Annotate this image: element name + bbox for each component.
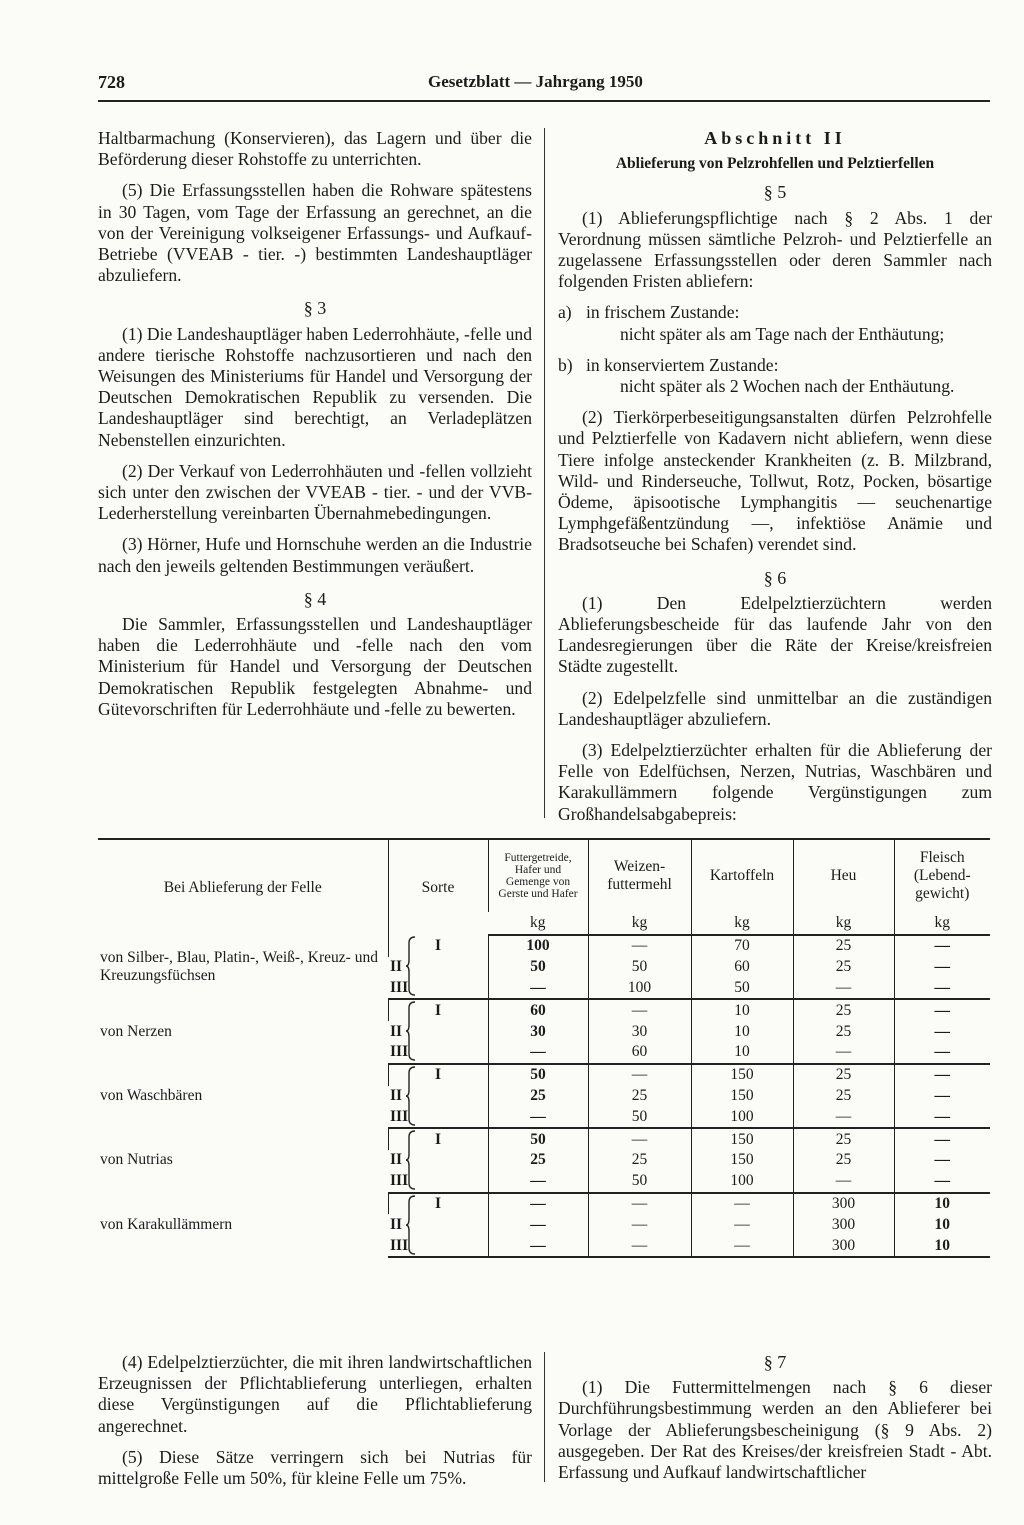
unit-label: kg bbox=[488, 912, 588, 935]
list-label: b) bbox=[558, 354, 573, 375]
sorte-value: III bbox=[390, 978, 409, 996]
list-text: in frischem Zustande: bbox=[586, 302, 740, 323]
value-cell-heu: — bbox=[793, 978, 894, 1000]
sorte-cell bbox=[388, 1150, 488, 1171]
list-subtext: nicht später als am Tage nach der Enthäutung; bbox=[620, 323, 945, 344]
value-cell-futter: — bbox=[488, 1171, 588, 1193]
value-cell-heu: 25 bbox=[793, 957, 894, 978]
column-divider bbox=[544, 1352, 545, 1482]
unit-label: kg bbox=[894, 912, 990, 935]
unit-label: kg bbox=[588, 912, 691, 935]
value-cell-fleisch: — bbox=[894, 1106, 990, 1128]
chapter-heading: Abschnitt II bbox=[704, 128, 846, 148]
sorte-cell bbox=[388, 1128, 488, 1150]
sorte-value: II bbox=[390, 1086, 403, 1104]
value-cell-heu: — bbox=[793, 1042, 894, 1064]
value-cell-weizen: — bbox=[588, 1128, 691, 1150]
sorte-value: I bbox=[434, 1130, 442, 1148]
value-cell-weizen: — bbox=[588, 1193, 691, 1215]
sorte-cell bbox=[388, 1106, 488, 1128]
paragraph: (3) Edelpelztierzüchter erhalten für die Ablieferung der Felle von Edelfüchsen, Nerzen, Nutrias, Waschbären und Karakullämmern folgende Vergünstigungen zum Großhandelsabgabepreis: bbox=[558, 740, 992, 824]
table-row bbox=[98, 935, 990, 957]
sorte-value: I bbox=[434, 1194, 442, 1212]
value-cell-weizen: — bbox=[588, 1214, 691, 1235]
value-cell-futter: — bbox=[488, 1042, 588, 1064]
value-cell-kartoffeln: 10 bbox=[691, 1021, 793, 1042]
value-cell-heu: 25 bbox=[793, 1150, 894, 1171]
section-heading: § 6 bbox=[763, 567, 787, 588]
value-cell-kartoffeln: 50 bbox=[691, 978, 793, 1000]
paragraph: Die Sammler, Erfassungsstellen und Landeshauptläger haben die Lederrohhäute und -felle nach den vom Ministerium für Handel und Versorgung der Deutschen Demokratischen Republik festgelegten Abnahme- und Gütevorschriften für Lederrohhäute und -felle zu bewerten. bbox=[98, 614, 532, 719]
value-cell-fleisch: — bbox=[894, 1086, 990, 1107]
value-cell-kartoffeln: 10 bbox=[691, 999, 793, 1021]
bottom-left-column bbox=[98, 1352, 532, 1499]
sorte-cell bbox=[388, 1064, 488, 1086]
value-cell-weizen: — bbox=[588, 935, 691, 957]
value-cell-kartoffeln: 150 bbox=[691, 1150, 793, 1171]
paragraph: (1) Die Landeshauptläger haben Lederrohhäute, -felle und andere tierische Rohstoffe nachzusortieren und nach den Weisungen des Ministeriums für Handel und Versorgung der Deutschen Demokratischen Republik zu versenden. Die Landeshauptläger sind berechtigt, an Verladeplätzen Nebenstellen einzurichten. bbox=[98, 323, 532, 450]
paragraph: (5) Die Erfassungsstellen haben die Rohware spätestens in 30 Tagen, vom Tage der Erfassung an gerechnet, an die von der Vereinigung volkseigener Erfassungs- und Aufkauf-Betriebe (VVEAB - tier. -) bestimmten Landeshauptläger abzuliefern. bbox=[98, 180, 532, 286]
header-fleisch: Fleisch (Lebend-gewicht) bbox=[894, 839, 990, 912]
value-cell-weizen: 50 bbox=[588, 957, 691, 978]
sorte-value: I bbox=[434, 1066, 442, 1084]
value-cell-futter: 25 bbox=[488, 1086, 588, 1107]
paragraph: (2) Edelpelzfelle sind unmittelbar an die zuständigen Landeshauptläger abzuliefern. bbox=[558, 687, 992, 729]
table-row bbox=[98, 1064, 990, 1086]
paragraph: (1) Ablieferungspflichtige nach § 2 Abs. 1 der Verordnung müssen sämtliche Pelzroh- und Pelztierfelle an zugelassene Erfassungsstellen oder deren Sammler nach folgenden Fristen abliefern: bbox=[558, 207, 992, 292]
sorte-cell bbox=[388, 957, 488, 978]
sorte-cell bbox=[388, 1086, 488, 1107]
sorte-cell bbox=[388, 1193, 488, 1215]
section-heading: § 3 bbox=[303, 298, 327, 319]
value-cell-kartoffeln: 150 bbox=[691, 1064, 793, 1086]
value-cell-weizen: 50 bbox=[588, 1171, 691, 1193]
value-cell-futter: 50 bbox=[488, 1128, 588, 1150]
value-cell-kartoffeln: 100 bbox=[691, 1106, 793, 1128]
value-cell-fleisch: — bbox=[894, 1042, 990, 1064]
sorte-value: III bbox=[390, 1236, 409, 1254]
value-cell-futter: 30 bbox=[488, 1021, 588, 1042]
unit-label: kg bbox=[691, 912, 793, 935]
value-cell-futter: — bbox=[488, 1235, 588, 1257]
sorte-value: II bbox=[390, 1215, 403, 1233]
value-cell-heu: 25 bbox=[793, 1128, 894, 1150]
value-cell-fleisch: — bbox=[894, 1064, 990, 1086]
sorte-value: II bbox=[390, 1022, 403, 1040]
value-cell-heu: 300 bbox=[793, 1235, 894, 1257]
sorte-cell bbox=[388, 1214, 488, 1235]
paragraph: (1) Den Edelpelztierzüchtern werden Ablieferungsbescheide für das laufende Jahr von den Landesregierungen über die Räte der Kreise/kreisfreien Städte zugestellt. bbox=[558, 592, 992, 677]
value-cell-futter: 50 bbox=[488, 957, 588, 978]
sorte-cell bbox=[388, 978, 488, 1000]
list-label: a) bbox=[558, 302, 572, 323]
table-row bbox=[98, 1193, 990, 1215]
value-cell-fleisch: 10 bbox=[894, 1235, 990, 1257]
header-felle: Bei Ablieferung der Felle bbox=[163, 878, 322, 896]
section-heading: § 7 bbox=[763, 1352, 787, 1372]
value-cell-fleisch: — bbox=[894, 1150, 990, 1171]
value-cell-weizen: 60 bbox=[588, 1042, 691, 1064]
header-weizenfuttermehl: Weizen-futtermehl bbox=[588, 839, 691, 912]
sorte-value: III bbox=[390, 1043, 409, 1061]
value-cell-futter: 25 bbox=[488, 1150, 588, 1171]
value-cell-heu: — bbox=[793, 1171, 894, 1193]
value-cell-heu: 25 bbox=[793, 1064, 894, 1086]
sorte-cell bbox=[388, 999, 488, 1021]
value-cell-weizen: 25 bbox=[588, 1150, 691, 1171]
value-cell-fleisch: — bbox=[894, 1128, 990, 1150]
value-cell-weizen: — bbox=[588, 1235, 691, 1257]
section-heading: § 5 bbox=[763, 182, 787, 203]
chapter-subtitle: Ablieferung von Pelzrohfellen und Pelztierfellen bbox=[615, 155, 935, 173]
allowance-table bbox=[98, 838, 990, 1258]
value-cell-fleisch: — bbox=[894, 1021, 990, 1042]
paragraph: (2) Tierkörperbeseitigungsanstalten dürfen Pelzrohfelle und Pelztierfelle von Kadavern nicht abliefern, wenn diese Tiere infolge ansteckender Krankheiten (z. B. Milzbrand, Wild- und Rinderseuche, Tollwut, Rotz, Pocken, bösartige Ödeme, äpisootische Lymphangitis — seuchenartige Lymphgefäßentzündung —, infektiöse Anämie und Bradsotseuche bei Schafen) verendet sind. bbox=[558, 407, 992, 555]
animal-group-label: von Nutrias bbox=[100, 1151, 173, 1169]
animal-group-label: von Silber-, Blau, Platin-, Weiß-, Kreuz- und Kreuzungsfüchsen bbox=[100, 949, 378, 985]
value-cell-fleisch: — bbox=[894, 957, 990, 978]
value-cell-heu: 25 bbox=[793, 999, 894, 1021]
header-futtergetreide: Futtergetreide, Hafer und Gemenge von Gerste und Hafer bbox=[488, 839, 588, 912]
value-cell-weizen: — bbox=[588, 999, 691, 1021]
page-number: 728 bbox=[98, 72, 125, 92]
column-divider bbox=[544, 128, 545, 818]
sorte-value: I bbox=[434, 1001, 442, 1019]
page-header bbox=[98, 70, 990, 102]
list-item bbox=[558, 355, 992, 376]
animal-group-label: von Nerzen bbox=[100, 1022, 172, 1040]
value-cell-weizen: 50 bbox=[588, 1106, 691, 1128]
value-cell-futter: — bbox=[488, 1193, 588, 1215]
sorte-cell bbox=[388, 1171, 488, 1193]
sorte-cell bbox=[388, 935, 488, 957]
header-heu: Heu bbox=[793, 839, 894, 912]
value-cell-kartoffeln: 150 bbox=[691, 1086, 793, 1107]
section-heading: § 4 bbox=[303, 588, 327, 609]
value-cell-kartoffeln: 100 bbox=[691, 1171, 793, 1193]
value-cell-weizen: 100 bbox=[588, 978, 691, 1000]
value-cell-heu: 300 bbox=[793, 1214, 894, 1235]
bottom-right-column bbox=[558, 1352, 992, 1493]
value-cell-heu: 25 bbox=[793, 1021, 894, 1042]
list-text: in konserviertem Zustande: bbox=[586, 354, 779, 375]
value-cell-fleisch: — bbox=[894, 999, 990, 1021]
right-column bbox=[558, 128, 992, 835]
value-cell-futter: 100 bbox=[488, 935, 588, 957]
sorte-value: I bbox=[434, 936, 442, 954]
animal-group-label: von Karakullämmern bbox=[100, 1215, 233, 1233]
value-cell-fleisch: 10 bbox=[894, 1193, 990, 1215]
value-cell-futter: — bbox=[488, 1214, 588, 1235]
sorte-value: III bbox=[390, 1107, 409, 1125]
header-sorte: Sorte bbox=[388, 839, 488, 935]
value-cell-futter: 60 bbox=[488, 999, 588, 1021]
value-cell-heu: 25 bbox=[793, 1086, 894, 1107]
table-header-row bbox=[98, 839, 990, 912]
paragraph: (3) Hörner, Hufe und Hornschuhe werden an die Industrie nach den jeweils geltenden Bestimmungen veräußert. bbox=[98, 534, 532, 576]
value-cell-kartoffeln: 70 bbox=[691, 935, 793, 957]
paragraph: (4) Edelpelztierzüchter, die mit ihren landwirtschaftlichen Erzeugnissen der Pflichtablieferung unterliegen, erhalten diese Vergünstigungen auf die Pflichtablieferung angerechnet. bbox=[98, 1352, 532, 1436]
value-cell-heu: 300 bbox=[793, 1193, 894, 1215]
running-title: Gesetzblatt — Jahrgang 1950 bbox=[428, 72, 643, 91]
animal-group-label: von Waschbären bbox=[100, 1086, 203, 1104]
header-kartoffeln: Kartoffeln bbox=[691, 839, 793, 912]
sorte-value: II bbox=[390, 1151, 403, 1169]
value-cell-fleisch: — bbox=[894, 1171, 990, 1193]
list-item bbox=[558, 302, 992, 323]
value-cell-futter: — bbox=[488, 978, 588, 1000]
value-cell-kartoffeln: 150 bbox=[691, 1128, 793, 1150]
paragraph: Haltbarmachung (Konservieren), das Lagern und über die Beförderung dieser Rohstoffe zu unterrichten. bbox=[98, 128, 532, 170]
paragraph: (2) Der Verkauf von Lederrohhäuten und -fellen vollzieht sich unter den zwischen der VVEAB - tier. - und der VVB-Lederherstellung vereinbarten Übernahmebedingungen. bbox=[98, 460, 532, 524]
value-cell-kartoffeln: — bbox=[691, 1214, 793, 1235]
sorte-cell bbox=[388, 1235, 488, 1257]
sorte-cell bbox=[388, 1042, 488, 1064]
sorte-cell bbox=[388, 1021, 488, 1042]
sorte-value: II bbox=[390, 958, 403, 976]
unit-label: kg bbox=[793, 912, 894, 935]
value-cell-kartoffeln: 10 bbox=[691, 1042, 793, 1064]
value-cell-fleisch: — bbox=[894, 935, 990, 957]
value-cell-kartoffeln: 60 bbox=[691, 957, 793, 978]
paragraph: (1) Die Futtermittelmengen nach § 6 dieser Durchführungsbestimmung werden an den Ablieferer bei Vorlage der Ablieferungsbescheinigung (§ 9 Abs. 2) ausgegeben. Der Rat des Kreises/der kreisfreien Stadt - Abt. Erfassung und Aufkauf landwirtschaftlicher bbox=[558, 1377, 992, 1483]
value-cell-weizen: — bbox=[588, 1064, 691, 1086]
table-row bbox=[98, 999, 990, 1021]
value-cell-weizen: 25 bbox=[588, 1086, 691, 1107]
value-cell-heu: — bbox=[793, 1106, 894, 1128]
sorte-value: III bbox=[390, 1172, 409, 1190]
table-row bbox=[98, 1128, 990, 1150]
value-cell-futter: — bbox=[488, 1106, 588, 1128]
list-subtext: nicht später als 2 Wochen nach der Enthäutung. bbox=[620, 376, 955, 397]
value-cell-kartoffeln: — bbox=[691, 1235, 793, 1257]
left-column bbox=[98, 128, 532, 730]
value-cell-heu: 25 bbox=[793, 935, 894, 957]
value-cell-kartoffeln: — bbox=[691, 1193, 793, 1215]
value-cell-weizen: 30 bbox=[588, 1021, 691, 1042]
paragraph: (5) Diese Sätze verringern sich bei Nutrias für mittelgroße Felle um 50%, für kleine Felle um 75%. bbox=[98, 1446, 532, 1489]
value-cell-fleisch: 10 bbox=[894, 1214, 990, 1235]
value-cell-fleisch: — bbox=[894, 978, 990, 1000]
value-cell-futter: 50 bbox=[488, 1064, 588, 1086]
